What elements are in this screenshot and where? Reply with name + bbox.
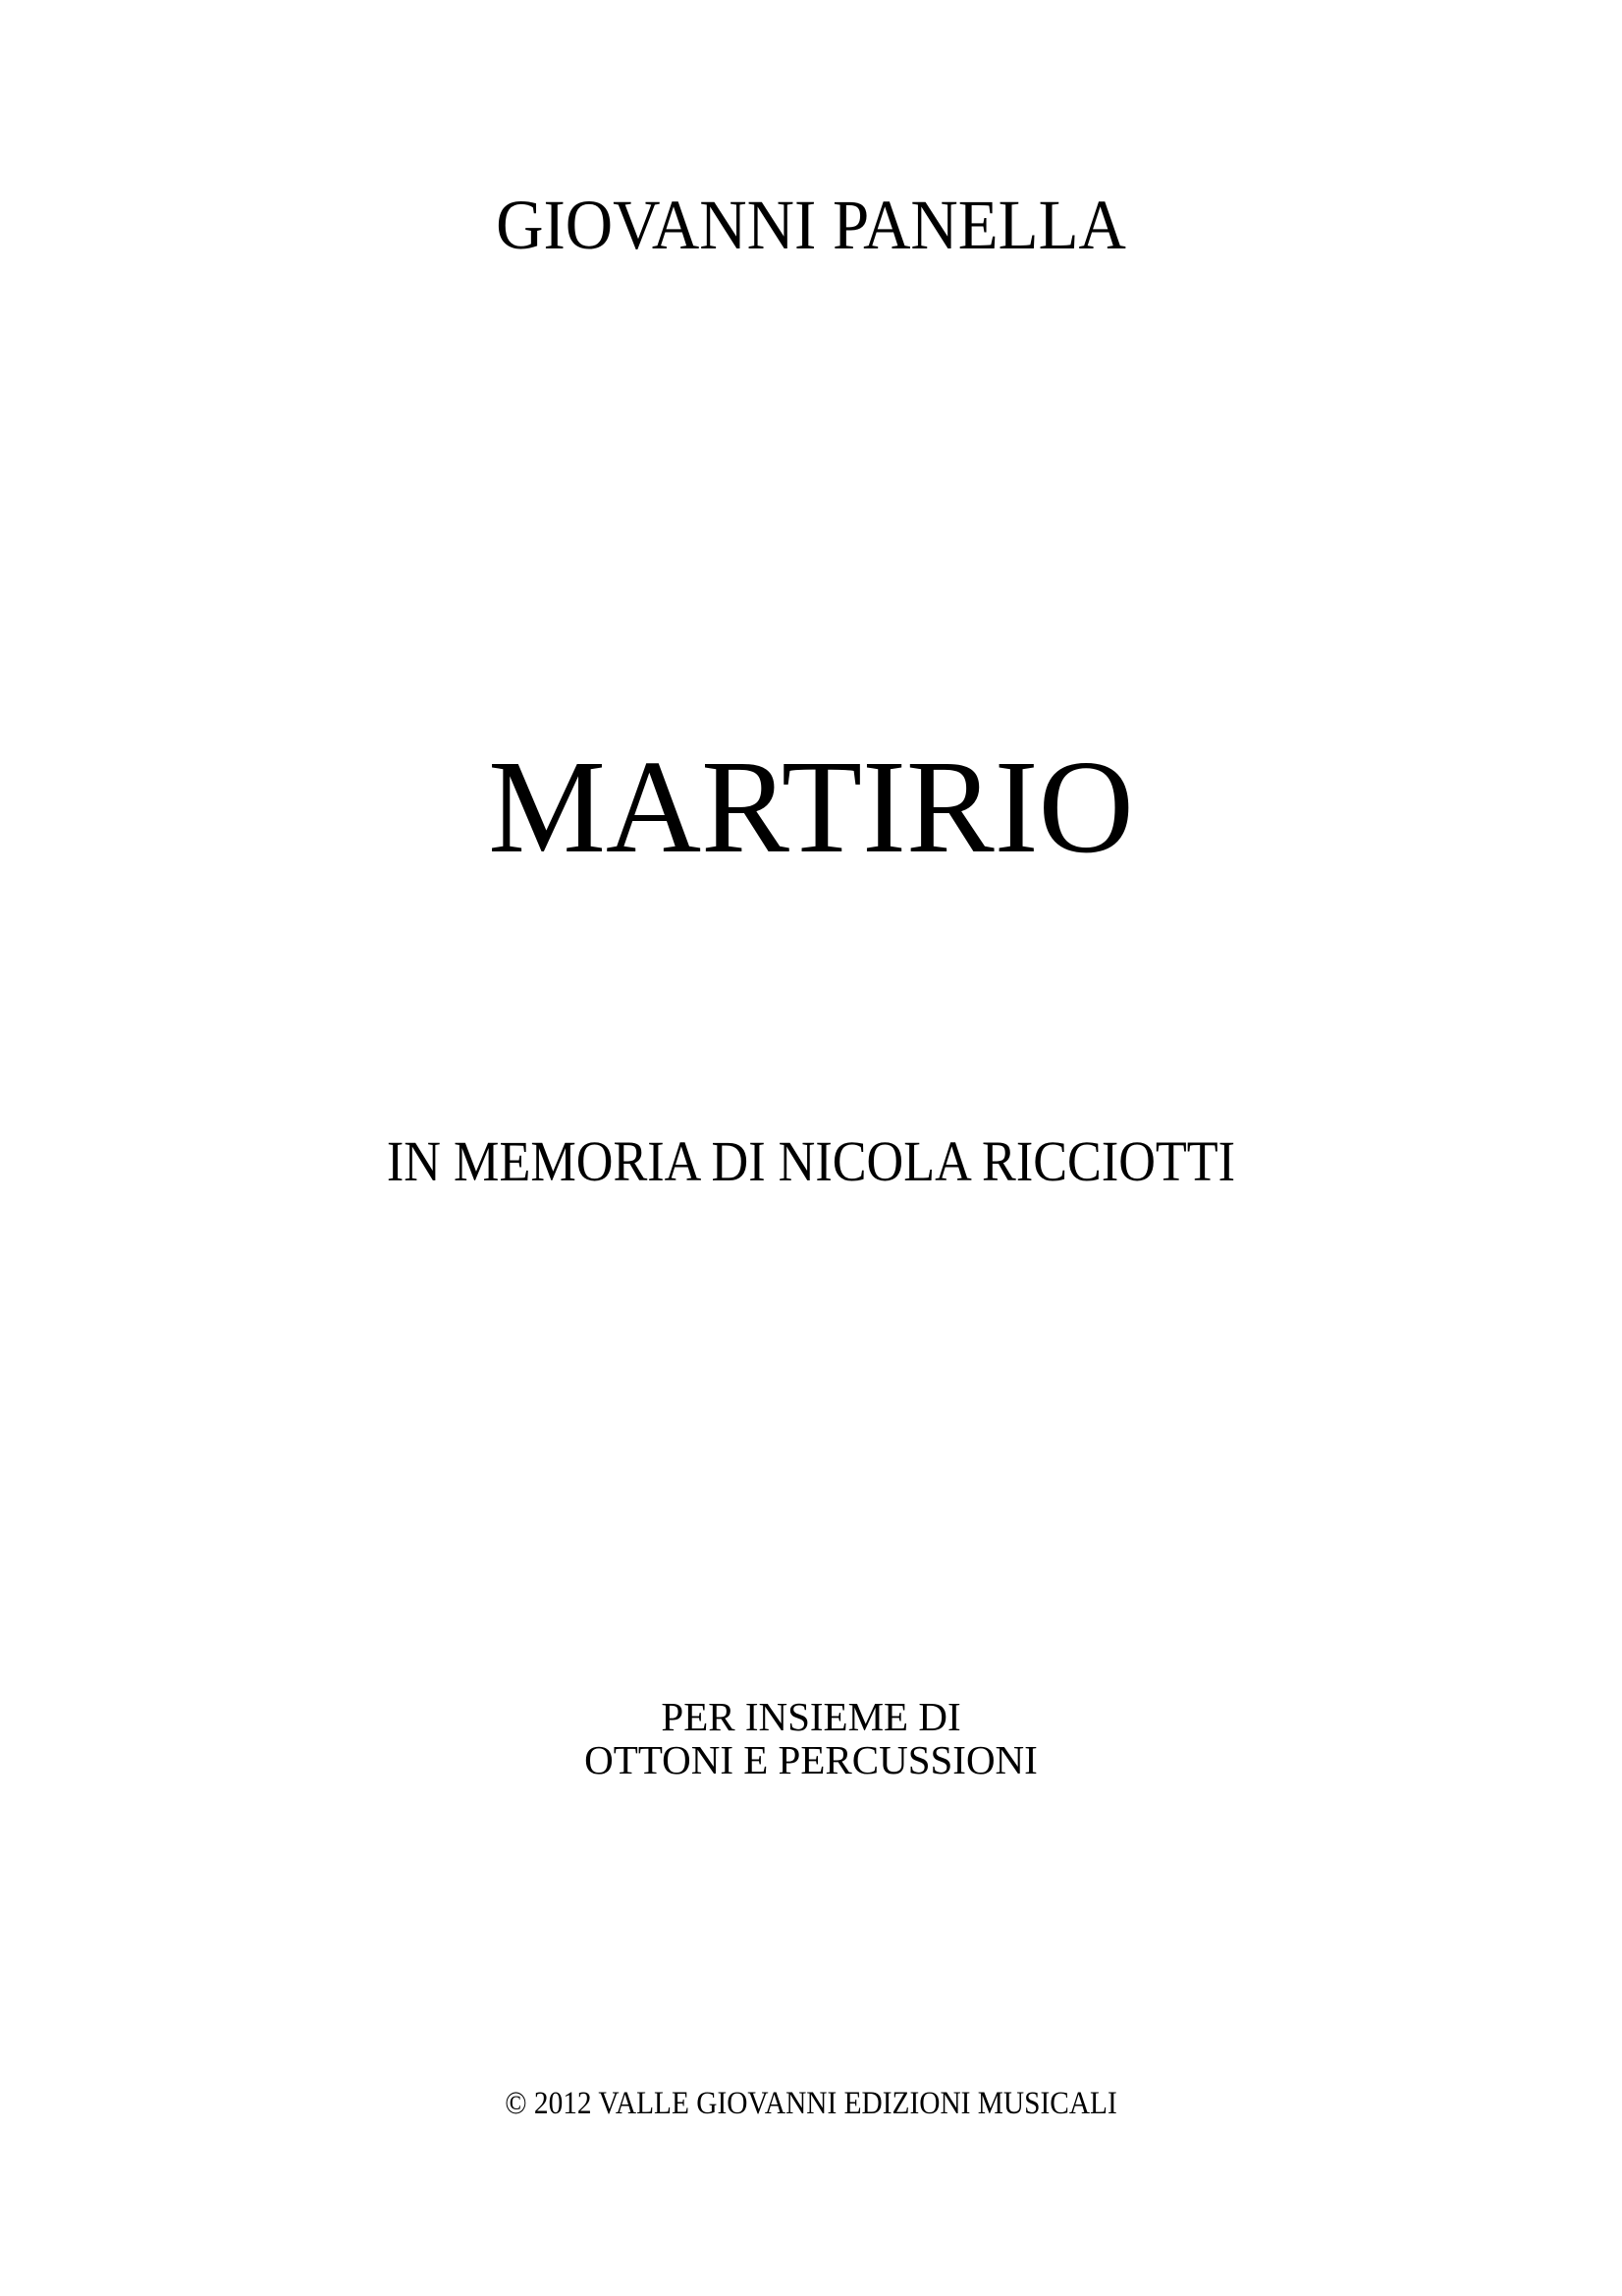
dedication-text: IN MEMORIA DI NICOLA RICCIOTTI <box>386 1129 1236 1193</box>
ensemble-description-line1: PER INSIEME DI <box>661 1694 961 1739</box>
ensemble-description-line2: OTTONI E PERCUSSIONI <box>584 1737 1038 1782</box>
composer-name: GIOVANNI PANELLA <box>496 186 1126 264</box>
piece-title: MARTIRIO <box>488 734 1134 881</box>
copyright-notice: © 2012 VALLE GIOVANNI EDIZIONI MUSICALI <box>505 2086 1117 2121</box>
